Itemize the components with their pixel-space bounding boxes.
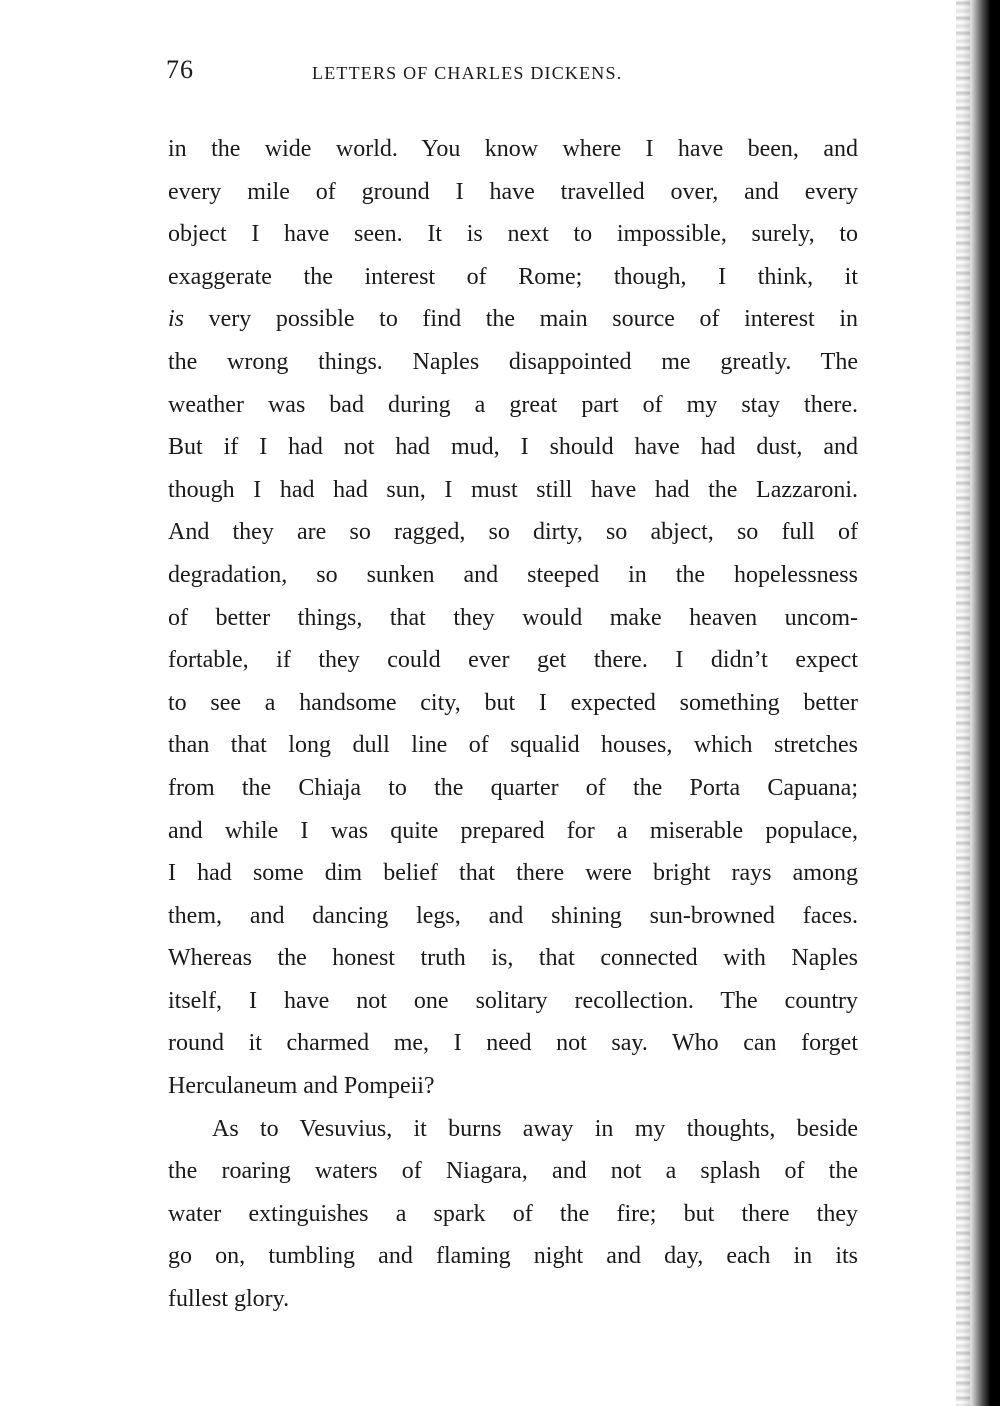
text-line-3: object I have seen. It is next to impossible, surely, to	[168, 221, 858, 248]
running-head: LETTERS OF CHARLES DICKENS.	[312, 63, 623, 83]
text-line-13: fortable, if they could ever get there. I didn’t expect	[168, 647, 858, 674]
text-line-8: But if I had not had mud, I should have had dust, and	[168, 434, 858, 461]
text-line-28: fullest glory.	[168, 1286, 290, 1313]
text-line-4: exaggerate the interest of Rome; though, I think, it	[168, 263, 858, 290]
text-line-14: to see a handsome city, but I expected something better	[168, 689, 858, 716]
text-line-18: I had some dim belief that there were bright rays among	[168, 860, 858, 887]
text-line-24: As to Vesuvius, it burns away in my thoughts, beside	[212, 1115, 858, 1142]
text-line-22: round it charmed me, I need not say. Who can forget	[168, 1030, 858, 1057]
text-line-21: itself, I have not one solitary recollection. The country	[168, 987, 858, 1014]
text-line-11: degradation, so sunken and steeped in the hopelessness	[168, 561, 858, 588]
text-line-19: them, and dancing legs, and shining sun-browned faces.	[168, 902, 858, 929]
body-text	[168, 128, 858, 1321]
scan-edge-band	[962, 0, 1000, 1406]
text-line-5-rest: very possible to find the main source of interest in	[208, 306, 858, 333]
text-line-12: of better things, that they would make heaven uncom-	[168, 604, 858, 631]
text-line-6: the wrong things. Naples disappointed me greatly. The	[168, 348, 858, 375]
text-line-27: go on, tumbling and flaming night and day, each in its	[168, 1243, 858, 1270]
text-line-2: every mile of ground I have travelled over, and every	[168, 178, 858, 205]
text-line-16: from the Chiaja to the quarter of the Porta Capuana;	[168, 774, 858, 801]
page-number: 76	[166, 55, 194, 84]
text-line-9: though I had had sun, I must still have had the Lazzaroni.	[168, 476, 858, 503]
text-line-26: water extinguishes a spark of the fire; but there they	[168, 1200, 858, 1227]
text-line-20: Whereas the honest truth is, that connected with Naples	[168, 945, 858, 972]
emphasis-is: is	[168, 306, 185, 333]
text-line-1: in the wide world. You know where I have been, and	[168, 136, 858, 162]
text-line-5	[168, 298, 858, 341]
text-line-17: and while I was quite prepared for a miserable populace,	[168, 817, 858, 844]
text-line-7: weather was bad during a great part of my stay there.	[168, 391, 858, 418]
text-line-25: the roaring waters of Niagara, and not a splash of the	[168, 1158, 858, 1185]
text-line-10: And they are so ragged, so dirty, so abject, so full of	[168, 519, 858, 546]
text-line-15: than that long dull line of squalid houses, which stretches	[168, 732, 858, 759]
scan-edge-shadow	[950, 0, 1000, 1406]
text-line-23: Herculaneum and Pompeii?	[168, 1073, 435, 1100]
